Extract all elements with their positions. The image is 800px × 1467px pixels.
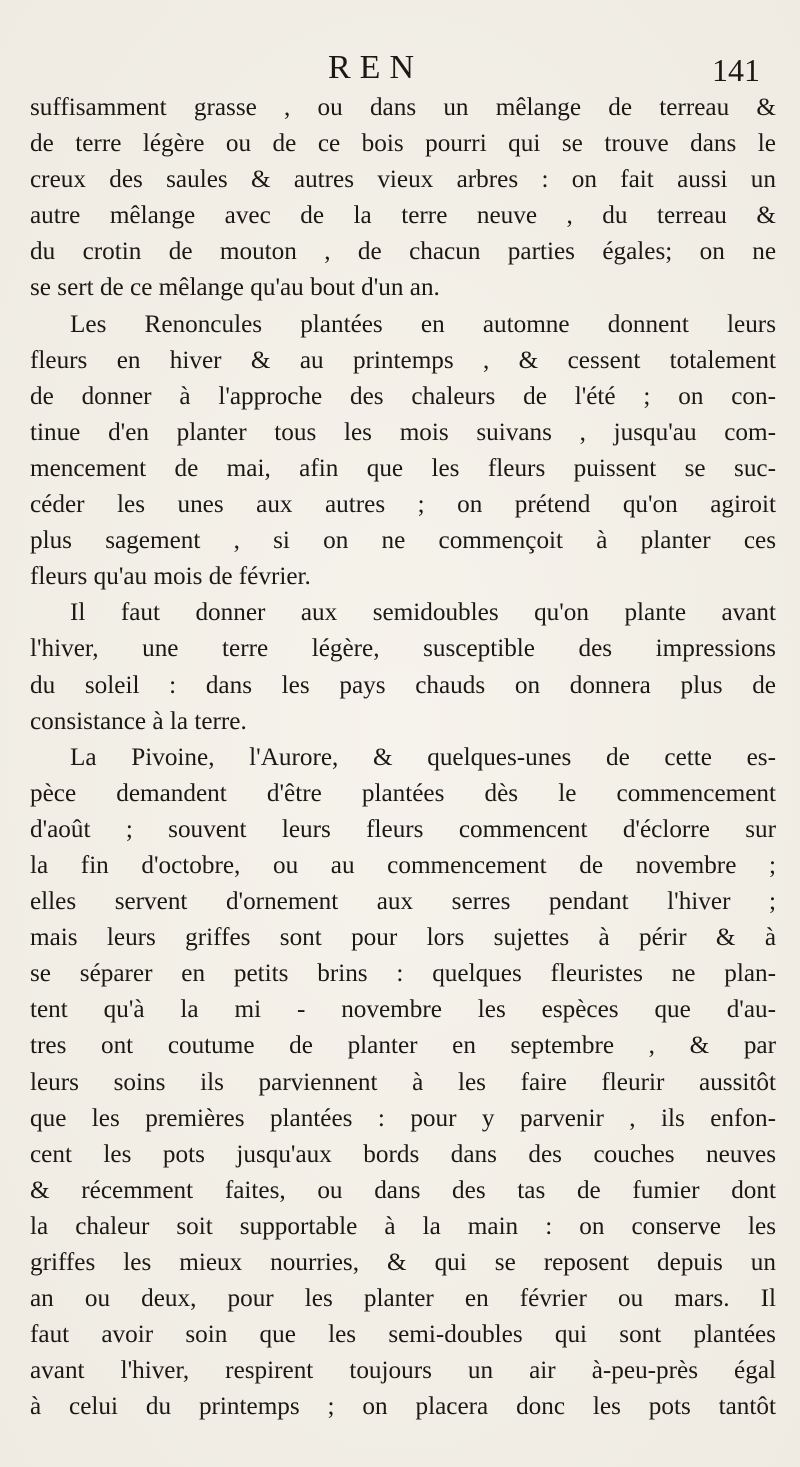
text-line: de terre légère ou de ce bois pourri qui se trouve dans le	[30, 130, 776, 158]
text-line: avant l'hiver, respirent toujours un air à-peu-près égal	[30, 1357, 776, 1385]
text-line: fleurs qu'au mois de février.	[30, 563, 311, 591]
text-line: plus sagement , si on ne commençoit à planter ces	[30, 527, 776, 555]
text-line: du soleil : dans les pays chauds on donnera plus de	[30, 671, 776, 699]
text-line: tinue d'en planter tous les mois suivans , jusqu'au com-	[30, 418, 776, 446]
text-line: La Pivoine, l'Aurore, & quelques-unes de cette es-	[70, 743, 776, 771]
text-line: mais leurs griffes sont pour lors sujettes à périr & à	[30, 924, 776, 952]
text-line: céder les unes aux autres ; on prétend qu'on agiroit	[30, 491, 776, 519]
text-line: du crotin de mouton , de chacun parties égales; on ne	[30, 238, 776, 266]
text-line: cent les pots jusqu'aux bords dans des couches neuves	[30, 1140, 776, 1168]
text-line: de donner à l'approche des chaleurs de l'été ; on con-	[30, 382, 776, 410]
body-text	[30, 90, 776, 1425]
text-line: Les Renoncules plantées en automne donnent leurs	[70, 310, 776, 338]
text-line: l'hiver, une terre légère, susceptible des impressions	[30, 635, 776, 663]
text-line: se sert de ce mêlange qu'au bout d'un an.	[30, 274, 440, 302]
text-line: se séparer en petits brins : quelques fleuristes ne plan-	[30, 960, 776, 988]
text-line: & récemment faites, ou dans des tas de fumier dont	[30, 1176, 776, 1204]
text-line: d'août ; souvent leurs fleurs commencent d'éclorre sur	[30, 815, 776, 843]
running-head-word: REN	[328, 49, 423, 86]
text-line: mencement de mai, afin que les fleurs puissent se suc-	[30, 454, 776, 482]
text-line: Il faut donner aux semidoubles qu'on plante avant	[70, 599, 776, 627]
text-line: la chaleur soit supportable à la main : on conserve les	[30, 1212, 776, 1240]
text-line: suffisamment grasse , ou dans un mêlange de terreau &	[30, 94, 776, 121]
text-line: tent qu'à la mi - novembre les espèces que d'au-	[30, 996, 776, 1024]
text-line: elles servent d'ornement aux serres pendant l'hiver ;	[30, 888, 776, 916]
text-line: à celui du printemps ; on placera donc les pots tantôt	[30, 1393, 776, 1421]
page-number: 141	[712, 52, 760, 88]
text-line: faut avoir soin que les semi-doubles qui sont plantées	[30, 1321, 776, 1349]
text-line: pèce demandent d'être plantées dès le commencement	[30, 779, 776, 807]
text-line: leurs soins ils parviennent à les faire fleurir aussitôt	[30, 1068, 776, 1096]
text-line: que les premières plantées : pour y parvenir , ils enfon-	[30, 1104, 776, 1132]
text-line: consistance à la terre.	[30, 707, 247, 735]
text-line: griffes les mieux nourries, & qui se reposent depuis un	[30, 1249, 776, 1276]
text-line: la fin d'octobre, ou au commencement de novembre ;	[30, 851, 776, 879]
text-line: creux des saules & autres vieux arbres : on fait aussi un	[30, 166, 776, 194]
text-line: tres ont coutume de planter en septembre , & par	[30, 1032, 776, 1060]
running-head	[0, 46, 800, 90]
text-line: autre mêlange avec de la terre neuve , du terreau &	[30, 202, 776, 230]
text-line: fleurs en hiver & au printemps , & cessent totalement	[30, 346, 776, 374]
text-line: an ou deux, pour les planter en février ou mars. Il	[30, 1285, 776, 1313]
